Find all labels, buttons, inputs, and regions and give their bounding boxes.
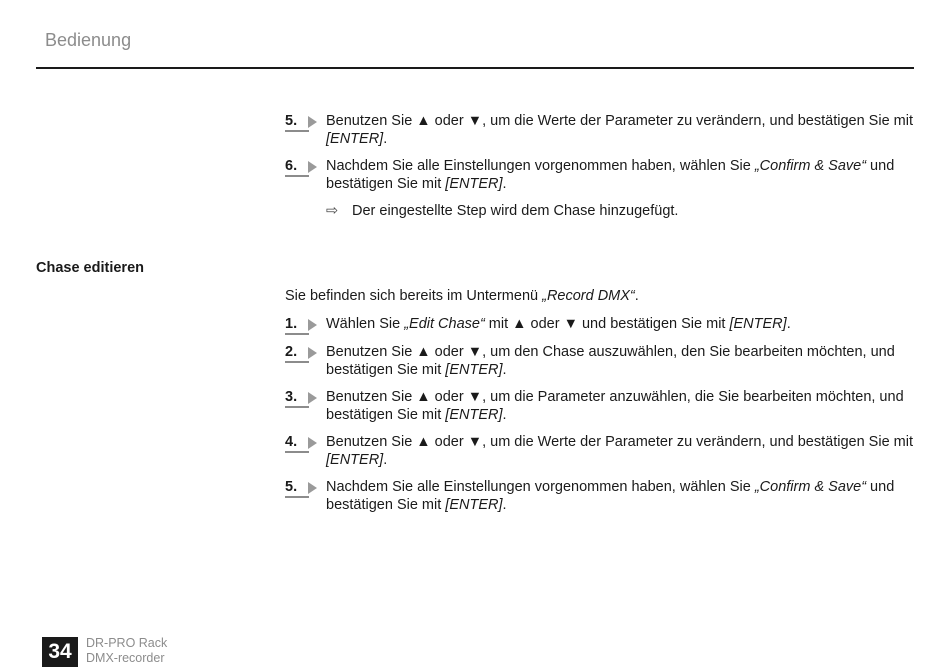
text-run: Nachdem Sie alle Einstellungen vorgenommen haben, wählen Sie bbox=[326, 479, 755, 495]
section-heading: Chase editieren bbox=[36, 260, 144, 276]
footer-product bbox=[86, 636, 167, 666]
step-number: 4. bbox=[285, 434, 298, 450]
result-arrow-icon: ⇨ bbox=[326, 203, 339, 219]
text-run: mit ▲ oder ▼ und bestätigen Sie mit bbox=[484, 316, 730, 332]
emphasis-text: „Record DMX“ bbox=[542, 288, 635, 304]
step-number: 5. bbox=[285, 113, 298, 129]
step-underline bbox=[285, 451, 309, 453]
emphasis-text: [ENTER] bbox=[445, 407, 503, 423]
page-number: 34 bbox=[42, 637, 78, 667]
step-arrow-icon bbox=[308, 482, 317, 494]
step-item bbox=[285, 157, 915, 193]
step-number: 1. bbox=[285, 316, 298, 332]
text-run: . bbox=[383, 452, 388, 468]
step-underline bbox=[285, 130, 309, 132]
result-note bbox=[326, 202, 678, 220]
step-underline bbox=[285, 175, 309, 177]
header-rule bbox=[36, 67, 914, 69]
step-text bbox=[326, 112, 915, 148]
step-text bbox=[326, 478, 915, 514]
emphasis-text: [ENTER] bbox=[445, 362, 503, 378]
text-run: . bbox=[634, 288, 639, 304]
text-run: Benutzen Sie ▲ oder ▼, um die Parameter anzuwählen, die Sie bearbeiten möchten, und bestätigen Sie mit bbox=[326, 389, 904, 423]
step-number: 6. bbox=[285, 158, 298, 174]
header-title: Bedienung bbox=[45, 30, 132, 50]
step-underline bbox=[285, 361, 309, 363]
step-arrow-icon bbox=[308, 161, 317, 173]
step-text bbox=[326, 388, 915, 424]
emphasis-text: [ENTER] bbox=[445, 176, 503, 192]
text-run: Nachdem Sie alle Einstellungen vorgenommen haben, wählen Sie bbox=[326, 158, 755, 174]
step-item bbox=[285, 343, 915, 379]
step-arrow-icon bbox=[308, 319, 317, 331]
step-item bbox=[285, 433, 915, 469]
emphasis-text: „Edit Chase“ bbox=[404, 316, 485, 332]
text-run: . bbox=[502, 497, 507, 513]
emphasis-text: „Confirm & Save“ bbox=[754, 479, 867, 495]
emphasis-text: [ENTER] bbox=[445, 497, 503, 513]
step-arrow-icon bbox=[308, 437, 317, 449]
text-run: . bbox=[502, 407, 507, 423]
text-run: Benutzen Sie ▲ oder ▼, um die Werte der Parameter zu verändern, und bestätigen Sie mit bbox=[326, 113, 913, 129]
step-number: 2. bbox=[285, 344, 298, 360]
text-run: . bbox=[383, 131, 388, 147]
emphasis-text: „Confirm & Save“ bbox=[754, 158, 867, 174]
step-item bbox=[285, 478, 915, 514]
result-text: Der eingestellte Step wird dem Chase hinzugefügt. bbox=[352, 203, 679, 219]
emphasis-text: [ENTER] bbox=[326, 452, 384, 468]
text-run: Sie befinden sich bereits im Untermenü bbox=[285, 288, 543, 304]
text-run: . bbox=[502, 176, 507, 192]
emphasis-text: [ENTER] bbox=[729, 316, 787, 332]
step-arrow-icon bbox=[308, 392, 317, 404]
step-underline bbox=[285, 496, 309, 498]
step-arrow-icon bbox=[308, 116, 317, 128]
step-item bbox=[285, 315, 915, 333]
step-number: 3. bbox=[285, 389, 298, 405]
text-run: Benutzen Sie ▲ oder ▼, um die Werte der Parameter zu verändern, und bestätigen Sie mit bbox=[326, 434, 913, 450]
step-text bbox=[326, 157, 915, 193]
text-run: Wählen Sie bbox=[326, 316, 405, 332]
step-item bbox=[285, 388, 915, 424]
step-underline bbox=[285, 333, 309, 335]
text-run: und bestätigen Sie mit bbox=[326, 158, 895, 192]
footer-product-name: DR-PRO Rack bbox=[86, 636, 168, 650]
text-run: Benutzen Sie ▲ oder ▼, um den Chase auszuwählen, den Sie bearbeiten möchten, und bestätigen Sie mit bbox=[326, 344, 895, 378]
step-text bbox=[326, 315, 915, 333]
step-arrow-icon bbox=[308, 347, 317, 359]
emphasis-text: [ENTER] bbox=[326, 131, 384, 147]
section-intro bbox=[285, 287, 639, 305]
footer-product-type: DMX-recorder bbox=[86, 651, 165, 665]
text-run: . bbox=[786, 316, 791, 332]
text-run: und bestätigen Sie mit bbox=[326, 479, 895, 513]
step-underline bbox=[285, 406, 309, 408]
step-item bbox=[285, 112, 915, 148]
step-text bbox=[326, 343, 915, 379]
step-text bbox=[326, 433, 915, 469]
step-number: 5. bbox=[285, 479, 298, 495]
text-run: . bbox=[502, 362, 507, 378]
